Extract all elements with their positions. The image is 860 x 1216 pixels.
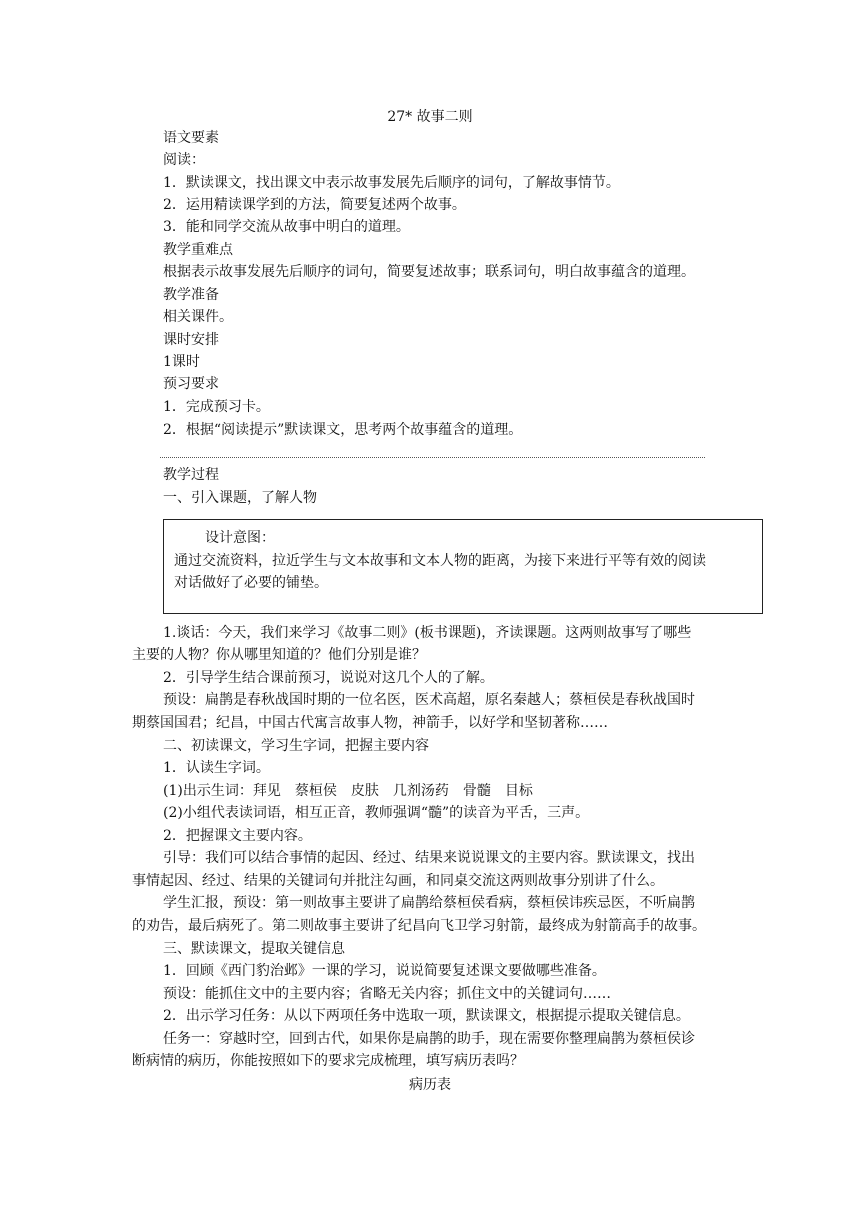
heading-schedule: 课时安排 bbox=[163, 332, 219, 348]
key-points-text: 根据表示故事发展先后顺序的词句，简要复述故事；联系词句，明白故事蕴含的道理。 bbox=[163, 264, 695, 280]
body-line: 1．回顾《西门豹治邺》一课的学习，说说简要复述课文要做哪些准备。 bbox=[163, 963, 606, 979]
preparation-text: 相关课件。 bbox=[163, 309, 233, 325]
design-intent-line-1: 通过交流资料，拉近学生与文本故事和文本人物的距离，为接下来进行平等有效的阅读 bbox=[174, 553, 706, 569]
section-2-heading: 二、初读课文，学习生字词，把握主要内容 bbox=[163, 738, 429, 754]
preview-item-1: 1．完成预习卡。 bbox=[163, 399, 270, 415]
body-line: 任务一：穿越时空，回到古代，如果你是扁鹊的助手，现在需要你整理扁鹊为蔡桓侯诊 bbox=[163, 1031, 695, 1047]
preview-item-2: 2．根据“阅读提示”默读课文，思考两个故事蕴含的道理。 bbox=[163, 422, 523, 438]
design-intent-box bbox=[163, 519, 763, 614]
body-line: 的劝告，最后病死了。第二则故事主要讲了纪昌向飞卫学习射箭，最终成为射箭高手的故事。 bbox=[132, 918, 706, 934]
body-line: 学生汇报，预设：第一则故事主要讲了扁鹊给蔡桓侯看病，蔡桓侯讳疾忌医，不听扁鹊 bbox=[163, 895, 695, 911]
heading-teaching-process: 教学过程 bbox=[163, 467, 219, 483]
body-line: 2．把握课文主要内容。 bbox=[163, 828, 312, 844]
body-line: 事情起因、经过、结果的关键词句并批注勾画，和同桌交流这两则故事分别讲了什么。 bbox=[132, 873, 664, 889]
body-line: 1．认读生字词。 bbox=[163, 760, 270, 776]
body-line: 2．出示学习任务：从以下两项任务中选取一项，默读课文，根据提示提取关键信息。 bbox=[163, 1008, 690, 1024]
body-line: 主要的人物？你从哪里知道的？他们分别是谁？ bbox=[132, 647, 426, 663]
lesson-title: 27* 故事二则 bbox=[387, 109, 473, 125]
heading-preparation: 教学准备 bbox=[163, 287, 219, 303]
heading-key-points: 教学重难点 bbox=[163, 242, 233, 258]
body-line: 断病情的病历，你能按照如下的要求完成梳理，填写病历表吗？ bbox=[132, 1053, 524, 1069]
vocab-list: (1)出示生词：拜见 蔡桓侯 皮肤 几剂汤药 骨髓 目标 bbox=[163, 783, 533, 799]
design-intent-line-2: 对话做好了必要的铺垫。 bbox=[174, 575, 328, 591]
body-line: 1.谈话：今天，我们来学习《故事二则》(板书课题)，齐读课题。这两则故事写了哪些 bbox=[163, 625, 692, 641]
body-line: 预设：能抓住文中的主要内容；省略无关内容；抓住文中的关键词句…… bbox=[163, 986, 611, 1002]
heading-preview: 预习要求 bbox=[163, 376, 219, 392]
section-3-heading: 三、默读课文，提取关键信息 bbox=[163, 941, 345, 957]
goal-item-2: 2．运用精读课学到的方法，简要复述两个故事。 bbox=[163, 197, 466, 213]
design-intent-label: 设计意图： bbox=[205, 530, 275, 546]
goal-item-1: 1．默读课文，找出课文中表示故事发展先后顺序的词句，了解故事情节。 bbox=[163, 175, 620, 191]
schedule-text: 1课时 bbox=[163, 354, 200, 370]
body-line: 引导：我们可以结合事情的起因、经过、结果来说说课文的主要内容。默读课文，找出 bbox=[163, 850, 695, 866]
goal-item-3: 3．能和同学交流从故事中明白的道理。 bbox=[163, 219, 410, 235]
table-caption: 病历表 bbox=[409, 1077, 451, 1093]
body-line: 预设：扁鹊是春秋战国时期的一位名医，医术高超，原名秦越人；蔡桓侯是春秋战国时 bbox=[163, 692, 695, 708]
heading-language-elements: 语文要素 bbox=[163, 130, 219, 146]
dotted-divider bbox=[160, 457, 705, 458]
reading-label: 阅读： bbox=[163, 152, 205, 168]
body-line: 期蔡国国君；纪昌，中国古代寓言故事人物，神箭手，以好学和坚韧著称…… bbox=[132, 715, 608, 731]
body-line: (2)小组代表读词语，相互正音，教师强调“髓”的读音为平舌，三声。 bbox=[163, 805, 590, 821]
body-line: 2．引导学生结合课前预习，说说对这几个人的了解。 bbox=[163, 670, 494, 686]
section-1-heading: 一、引入课题，了解人物 bbox=[163, 490, 317, 506]
